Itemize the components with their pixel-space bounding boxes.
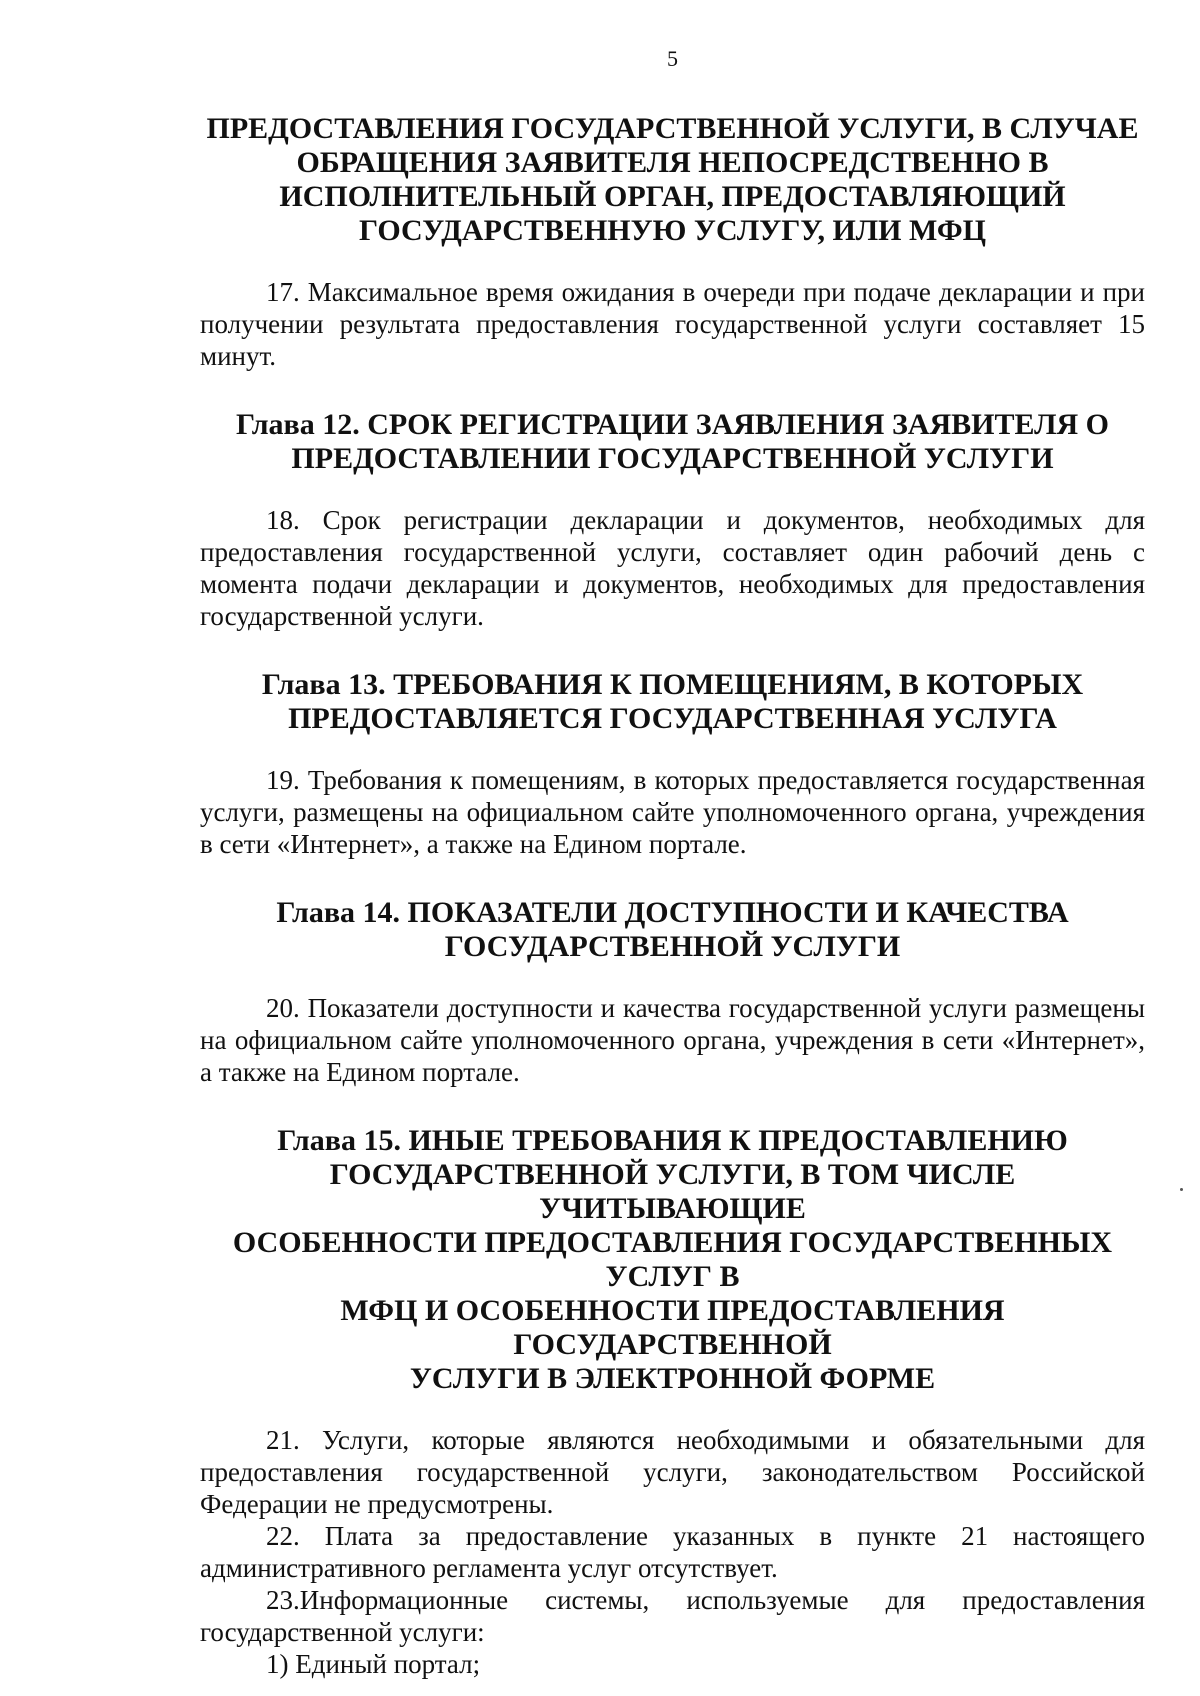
heading-line: ПРЕДОСТАВЛЯЕТСЯ ГОСУДАРСТВЕННАЯ УСЛУГА — [288, 702, 1057, 735]
heading-line: Глава 13. ТРЕБОВАНИЯ К ПОМЕЩЕНИЯМ, В КОТОРЫХ — [261, 668, 1084, 701]
chapter-13-heading — [200, 668, 1145, 736]
heading-line: УСЛУГИ В ЭЛЕКТРОННОЙ ФОРМЕ — [409, 1362, 936, 1395]
paragraph-21: 21. Услуги, которые являются необходимыми и обязательными для предоставления государственной услуги, законодательством Российской Федерации не предусмотрены. — [200, 1425, 1145, 1519]
heading-line: ГОСУДАРСТВЕННУЮ УСЛУГУ, ИЛИ МФЦ — [358, 214, 986, 247]
heading-line: ОСОБЕННОСТИ ПРЕДОСТАВЛЕНИЯ ГОСУДАРСТВЕННЫХ УСЛУГ В — [232, 1226, 1113, 1293]
heading-line: ОБРАЩЕНИЯ ЗАЯВИТЕЛЯ НЕПОСРЕДСТВЕННО В — [296, 146, 1049, 179]
heading-line: Глава 12. СРОК РЕГИСТРАЦИИ ЗАЯВЛЕНИЯ ЗАЯВИТЕЛЯ О — [236, 408, 1109, 441]
heading-line: ГОСУДАРСТВЕННОЙ УСЛУГИ, В ТОМ ЧИСЛЕ УЧИТЫВАЮЩИЕ — [329, 1158, 1016, 1225]
document-body — [200, 112, 1145, 1680]
page-number: 5 — [667, 46, 678, 71]
list-item: 1) Единый портал; — [266, 1649, 481, 1679]
paragraph-17: 17. Максимальное время ожидания в очереди при подаче декларации и при получении результата предоставления государственной услуги составляет 15 минут. — [200, 277, 1145, 371]
paragraph-22: 22. Плата за предоставление указанных в пункте 21 настоящего административного регламента услуг отсутствует. — [200, 1521, 1145, 1583]
heading-line: ИСПОЛНИТЕЛЬНЫЙ ОРГАН, ПРЕДОСТАВЛЯЮЩИЙ — [279, 180, 1066, 213]
heading-line: Глава 15. ИНЫЕ ТРЕБОВАНИЯ К ПРЕДОСТАВЛЕНИЮ — [277, 1124, 1068, 1157]
heading-line: ГОСУДАРСТВЕННОЙ УСЛУГИ — [444, 930, 901, 963]
scan-speck — [1180, 1188, 1183, 1191]
paragraph-19: 19. Требования к помещениям, в которых предоставляется государственная услуги, размещены на официальном сайте уполномоченного органа, учреждения в сети «Интернет», а также на Едином портале. — [200, 765, 1145, 859]
paragraph-20: 20. Показатели доступности и качества государственной услуги размещены на официальном сайте уполномоченного органа, учреждения в сети «Интернет», а также на Едином портале. — [200, 993, 1145, 1087]
paragraph-18: 18. Срок регистрации декларации и документов, необходимых для предоставления государственной услуги, составляет один рабочий день с момента подачи декларации и документов, необходимых для предоставления государственной услуги. — [200, 505, 1145, 631]
chapter-15-heading — [200, 1124, 1145, 1396]
heading-line: Глава 14. ПОКАЗАТЕЛИ ДОСТУПНОСТИ И КАЧЕСТВА — [276, 896, 1069, 929]
chapter-12-heading — [200, 408, 1145, 476]
intro-heading — [200, 112, 1145, 248]
heading-line: ПРЕДОСТАВЛЕНИИ ГОСУДАРСТВЕННОЙ УСЛУГИ — [291, 442, 1054, 475]
paragraph-23: 23.Информационные системы, используемые для предоставления государственной услуги: — [200, 1585, 1145, 1647]
heading-line: МФЦ И ОСОБЕННОСТИ ПРЕДОСТАВЛЕНИЯ ГОСУДАРСТВЕННОЙ — [340, 1294, 1005, 1361]
heading-line: ПРЕДОСТАВЛЕНИЯ ГОСУДАРСТВЕННОЙ УСЛУГИ, В СЛУЧАЕ — [206, 112, 1139, 145]
chapter-14-heading — [200, 896, 1145, 964]
